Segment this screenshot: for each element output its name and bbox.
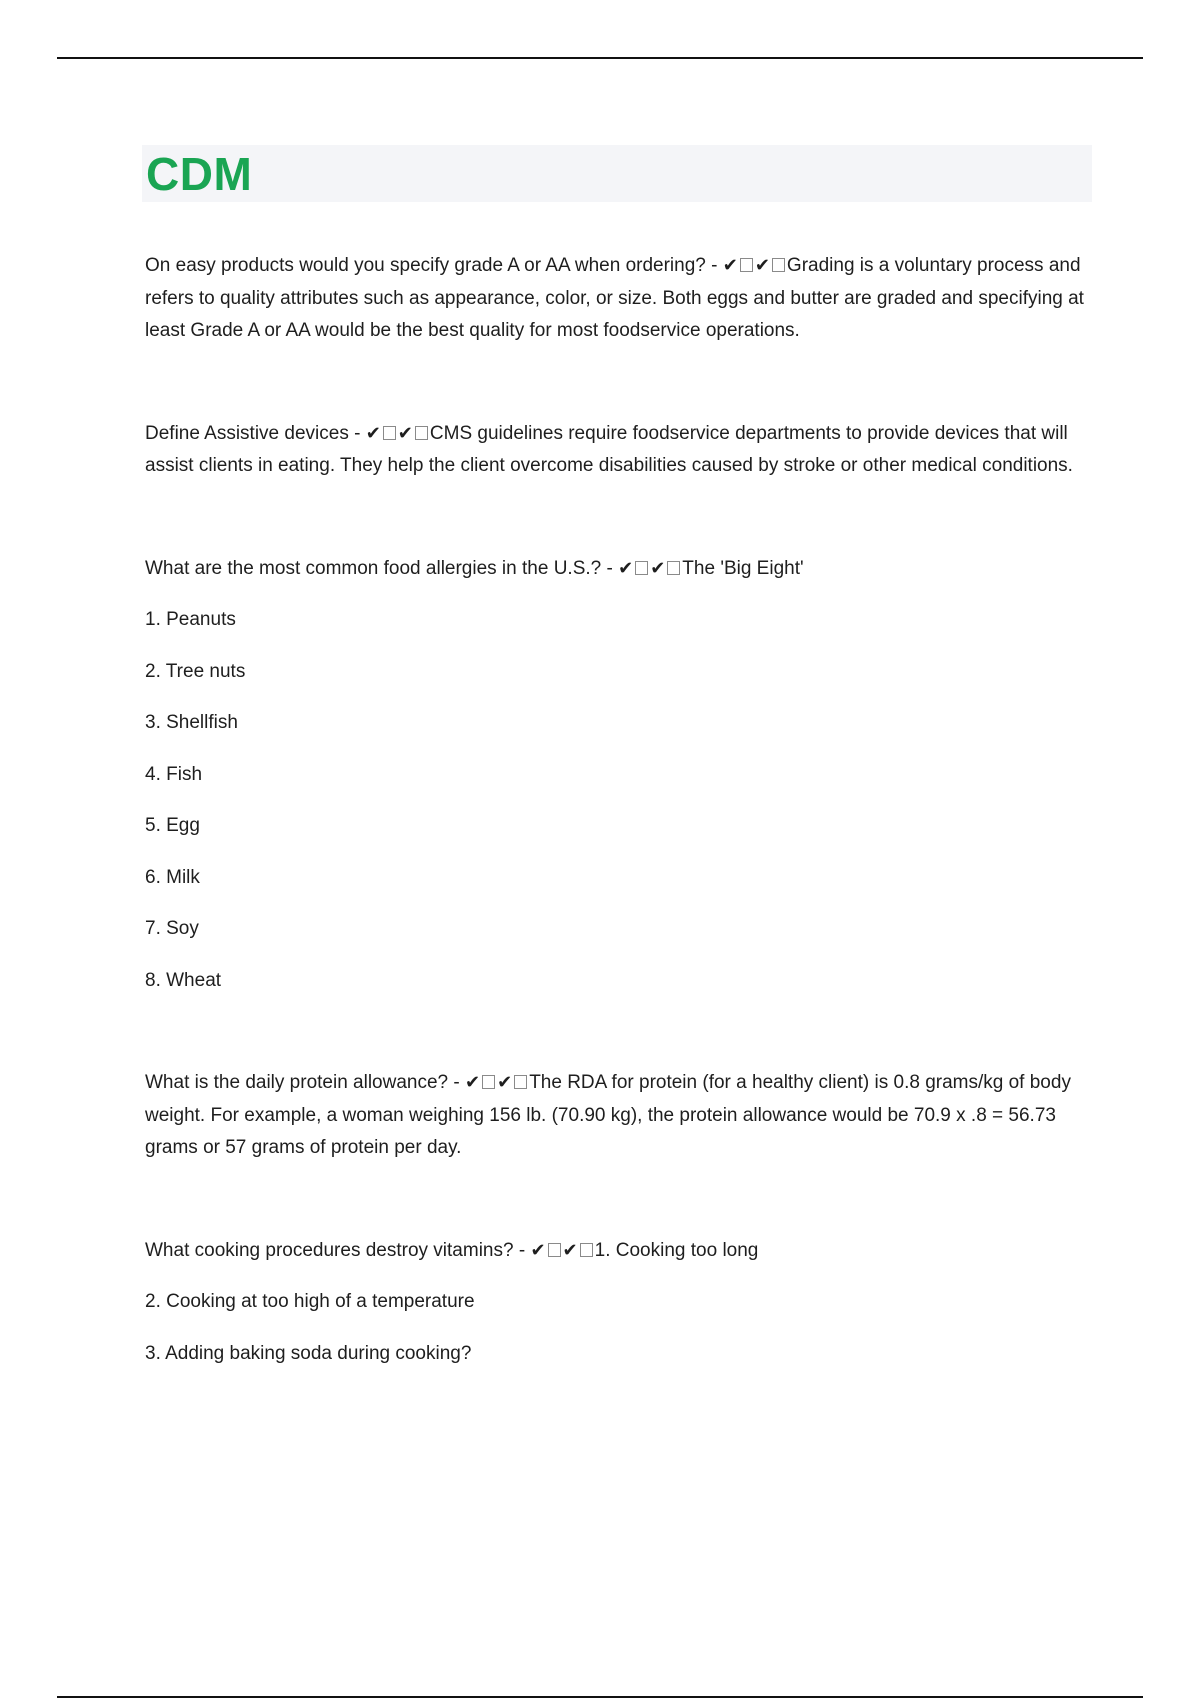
- answer-text: Grading is a voluntary process and refers to quality attributes such as appearance, color, or size. Both eggs and butter are graded and specifying at least Grade A or AA would be the best quality for most foodservice operations.: [145, 255, 1084, 341]
- document-body: [145, 250, 1090, 1370]
- list-item: 3. Shellfish: [145, 712, 238, 733]
- check-mark-icon: ✔: [465, 1072, 481, 1093]
- box-icon: [482, 1075, 495, 1089]
- box-icon: [514, 1075, 527, 1089]
- list-item: 5. Egg: [145, 815, 200, 836]
- list-item: 7. Soy: [145, 918, 199, 939]
- list-item: 1. Peanuts: [145, 609, 236, 630]
- top-rule: [57, 57, 1143, 59]
- list-item: 4. Fish: [145, 763, 203, 785]
- list-item: 8. Wheat: [145, 969, 222, 991]
- check-mark-icon: ✔: [562, 1239, 578, 1261]
- question-text: What cooking procedures destroy vitamins? -: [145, 1239, 526, 1261]
- box-icon: [740, 258, 753, 272]
- check-mark-icon: ✔: [497, 1072, 513, 1093]
- answer-text: The RDA for protein (for a healthy client) is 0.8 grams/kg of body weight. For example, a woman weighing 156 lb. (70.90 kg), the protein allowance would be 70.9 x .8 = 56.73 grams or 57 grams of protein per day.: [145, 1072, 1071, 1158]
- qa-block: [145, 553, 1090, 998]
- check-mark-icon: ✔: [618, 557, 634, 579]
- list-item: 2. Tree nuts: [145, 660, 246, 682]
- question-text: What is the daily protein allowance? -: [145, 1072, 460, 1093]
- title-band: [142, 145, 1092, 202]
- box-icon: [580, 1243, 593, 1257]
- check-mark-icon: ✔: [365, 422, 381, 444]
- qa-text: [145, 418, 1090, 483]
- box-icon: [548, 1243, 561, 1257]
- qa-text: [145, 1067, 1090, 1165]
- box-icon: [415, 426, 428, 440]
- qa-text: [145, 553, 1090, 586]
- bottom-rule: [57, 1696, 1143, 1698]
- answer-text: CMS guidelines require foodservice departments to provide devices that will assist clients in eating. They help the client overcome disabilities caused by stroke or other medical conditions.: [145, 422, 1073, 476]
- answer-text: 1. Cooking too long: [594, 1239, 759, 1261]
- list-item: 2. Cooking at too high of a temperature: [145, 1291, 475, 1312]
- list-item: 6. Milk: [145, 866, 200, 888]
- document-title: CDM: [146, 148, 253, 200]
- qa-block: [145, 250, 1090, 348]
- qa-block: [145, 1067, 1090, 1165]
- box-icon: [667, 561, 680, 575]
- question-text: What are the most common food allergies in the U.S.? -: [145, 557, 613, 579]
- box-icon: [772, 258, 785, 272]
- qa-block: [145, 418, 1090, 483]
- box-icon: [635, 561, 648, 575]
- question-text: Define Assistive devices -: [145, 422, 361, 444]
- check-mark-icon: ✔: [530, 1239, 546, 1261]
- check-mark-icon: ✔: [650, 557, 666, 579]
- question-text: On easy products would you specify grade A or AA when ordering? -: [145, 255, 718, 276]
- list-item: 3. Adding baking soda during cooking?: [145, 1342, 472, 1364]
- qa-block: [145, 1235, 1090, 1371]
- box-icon: [383, 426, 396, 440]
- qa-text: [145, 250, 1090, 348]
- answer-text: The 'Big Eight': [682, 557, 804, 579]
- qa-text: [145, 1235, 1090, 1268]
- check-mark-icon: ✔: [397, 422, 413, 444]
- check-mark-icon: ✔: [722, 255, 738, 276]
- check-mark-icon: ✔: [754, 255, 770, 276]
